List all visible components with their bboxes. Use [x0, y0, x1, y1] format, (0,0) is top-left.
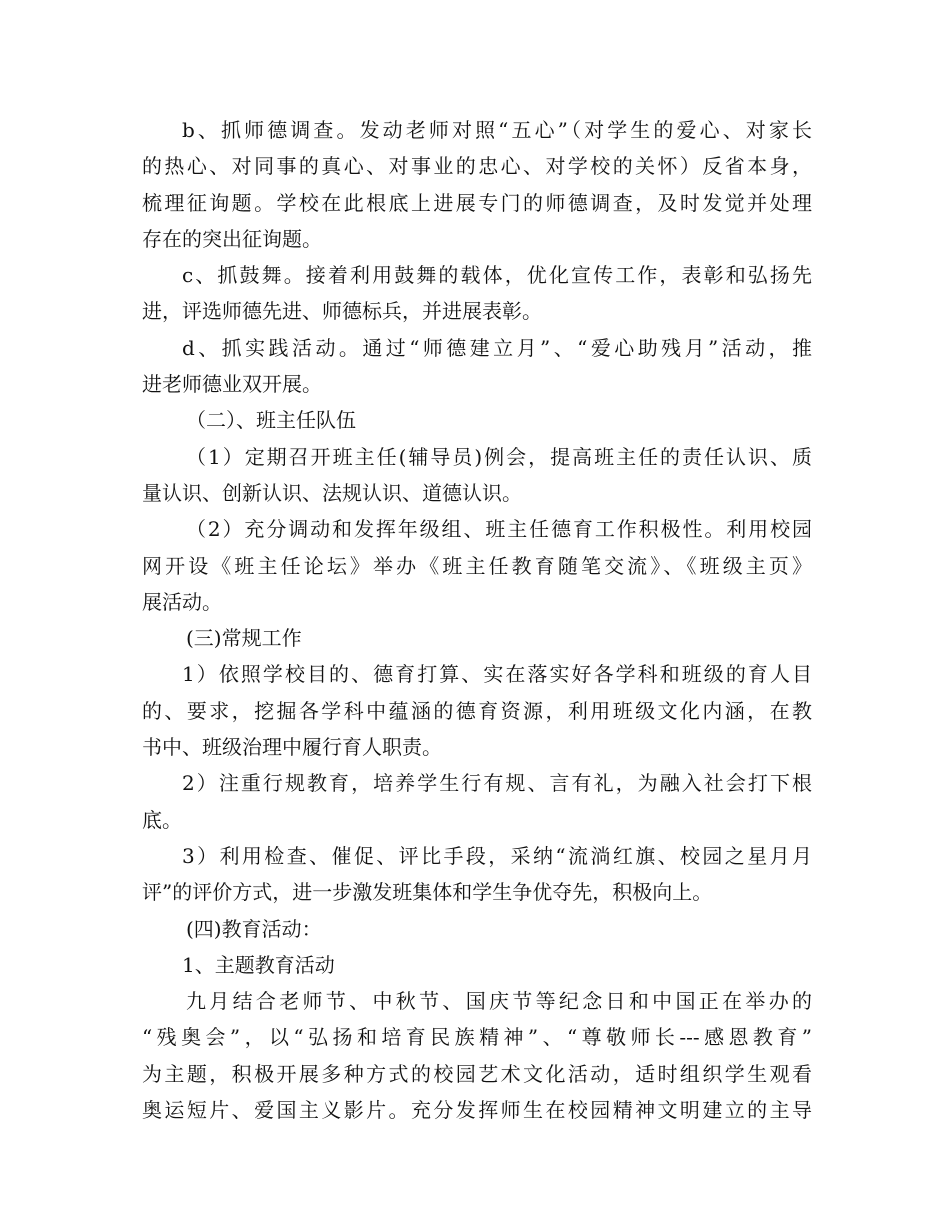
text-line: c、抓鼓舞。接着利用鼓舞的载体，优化宣传工作，表彰和弘扬先	[182, 263, 812, 288]
text-line: 评”的评价方式，进一步激发班集体和学生争优夺先，积极向上。	[142, 880, 713, 905]
text-line: d、抓实践活动。通过“师德建立月”、“爱心助残月”活动，推	[182, 335, 812, 360]
text-line: （2）充分调动和发挥年级组、班主任德育工作积极性。利用校园	[186, 517, 812, 542]
text-line: 1）依照学校目的、德育打算、实在落实好各学科和班级的育人目	[182, 662, 812, 687]
text-line: 存在的突出征询题。	[142, 226, 322, 251]
text-line: (四)教育活动：	[186, 916, 322, 941]
text-line: b、抓师德调查。发动老师对照“五心”（对学生的爱心、对家长	[182, 118, 812, 142]
text-line: （1）定期召开班主任(辅导员)例会，提高班主任的责任认识、质	[186, 444, 812, 469]
text-line: 的热心、对同事的真心、对事业的忠心、对学校的关怀）反省本身，	[142, 154, 812, 179]
text-line: 底。	[142, 807, 182, 832]
text-line: 的、要求，挖掘各学科中蕴涵的德育资源，利用班级文化内涵，在教	[142, 698, 812, 723]
text-line: 1、主题教育活动	[182, 952, 335, 977]
text-line: 3）利用检查、催促、评比手段，采纳“流淌红旗、校园之星月月	[182, 843, 812, 868]
text-line: 2）注重行规教育，培养学生行有规、言有礼，为融入社会打下根	[182, 771, 812, 796]
text-line: 梳理征询题。学校在此根底上进展专门的师德调查，及时发觉并处理	[142, 190, 812, 215]
text-line: (三)常规工作	[186, 626, 302, 651]
document-body	[142, 112, 812, 1128]
text-line: 奥运短片、爱国主义影片。充分发挥师生在校园精神文明建立的主导	[142, 1098, 812, 1123]
text-line: 量认识、创新认识、法规认识、道德认识。	[142, 480, 522, 505]
text-line: 九月结合老师节、中秋节、国庆节等纪念日和中国正在举办的	[186, 989, 812, 1014]
text-line: “残奥会”，以“弘扬和培育民族精神”、“尊敬师长---感恩教育”	[142, 1025, 812, 1050]
text-line: 网开设《班主任论坛》举办《班主任教育随笔交流》、《班级主页》	[142, 553, 812, 578]
text-line: 为主题，积极开展多种方式的校园艺术文化活动，适时组织学生观看	[142, 1061, 812, 1086]
text-line: 进，评选师德先进、师德标兵，并进展表彰。	[142, 299, 542, 324]
text-line: 进老师德业双开展。	[142, 372, 322, 397]
text-line: （二）、班主任队伍	[186, 408, 356, 433]
text-line: 书中、班级治理中履行育人职责。	[142, 735, 442, 760]
text-line: 展活动。	[142, 589, 222, 614]
